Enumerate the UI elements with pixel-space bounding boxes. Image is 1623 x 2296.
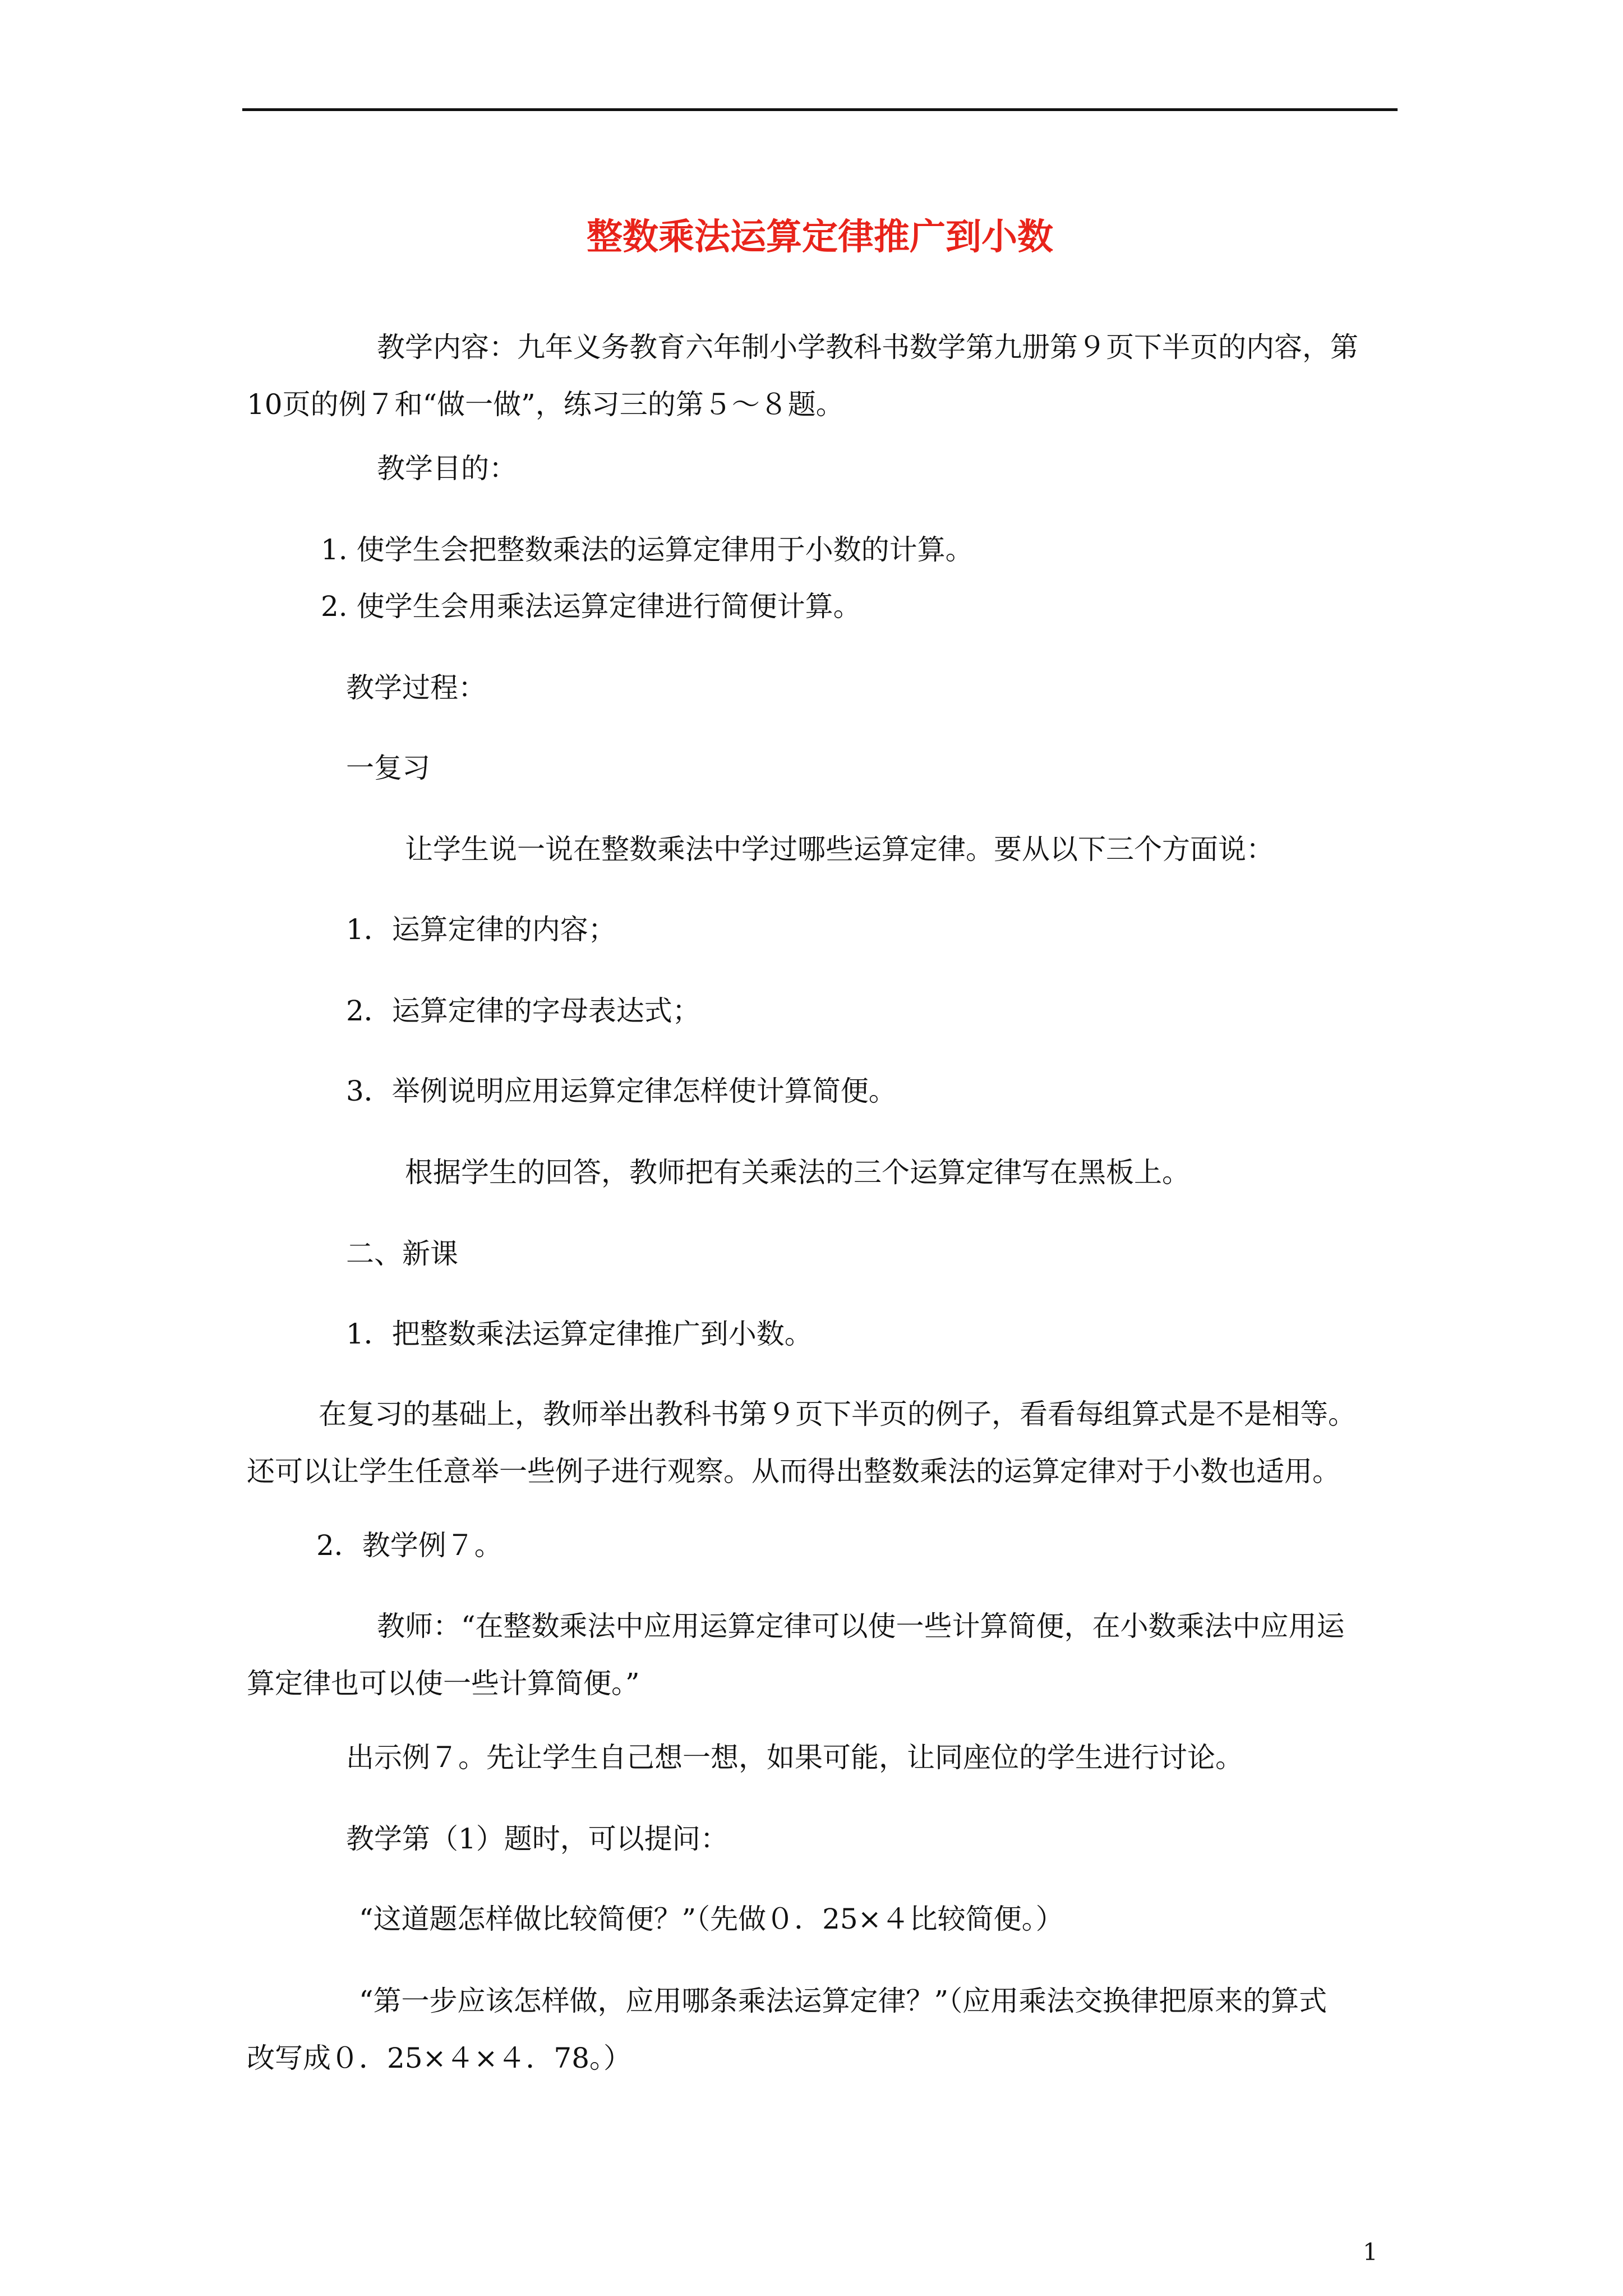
paragraph-review xyxy=(247,1386,1391,1500)
list-item: 2．教学例７。 xyxy=(316,1529,502,1562)
objective-item: 2. 使学生会用乘法运算定律进行简便计算。 xyxy=(321,590,861,623)
paragraph-line: 改写成０．25×４×４．78。） xyxy=(247,2042,632,2074)
process-heading: 教学过程： xyxy=(346,671,486,704)
objectives-heading: 教学目的： xyxy=(377,452,517,485)
paragraph-content xyxy=(247,319,1391,433)
paragraph-line: 教学内容：九年义务教育六年制小学教科书数学第九册第９页下半页的内容，第 xyxy=(377,331,1358,364)
paragraph: 根据学生的回答，教师把有关乘法的三个运算定律写在黑板上。 xyxy=(405,1156,1190,1189)
objective-item: 1. 使学生会把整数乘法的运算定律用于小数的计算。 xyxy=(321,533,974,566)
section-heading: 一复习 xyxy=(346,752,430,784)
paragraph-question xyxy=(247,1972,1391,2087)
paragraph-line: “第一步应该怎样做，应用哪条乘法运算定律？”（应用乘法交换律把原来的算式 xyxy=(359,1985,1327,2017)
paragraph: 出示例７。先让学生自己想一想，如果可能，让同座位的学生进行讨论。 xyxy=(346,1741,1243,1774)
paragraph-line: 在复习的基础上，教师举出教科书第９页下半页的例子，看看每组算式是不是相等。 xyxy=(319,1398,1356,1430)
paragraph-teacher xyxy=(247,1598,1391,1712)
page-number: 1 xyxy=(1363,2238,1378,2266)
paragraph-line: 教师：“在整数乘法中应用运算定律可以使一些计算简便，在小数乘法中应用运 xyxy=(377,1610,1345,1642)
paragraph-line: 还可以让学生任意举一些例子进行观察。从而得出整数乘法的运算定律对于小数也适用。 xyxy=(247,1455,1340,1488)
paragraph: 教学第（1）题时，可以提问： xyxy=(346,1823,728,1855)
paragraph: “这道题怎样做比较简便？”（先做０．25×４比较简便。） xyxy=(359,1903,1064,1935)
paragraph-line: 10页的例７和“做一做”，练习三的第５～８题。 xyxy=(247,388,844,421)
list-item: 1．把整数乘法运算定律推广到小数。 xyxy=(346,1318,813,1350)
document-title: 整数乘法运算定律推广到小数 xyxy=(587,216,1053,258)
list-item: 2．运算定律的字母表达式； xyxy=(346,995,700,1027)
header-rule xyxy=(242,108,1398,111)
paragraph: 让学生说一说在整数乘法中学过哪些运算定律。要从以下三个方面说： xyxy=(405,833,1274,866)
list-item: 3．举例说明应用运算定律怎样使计算简便。 xyxy=(346,1075,897,1107)
paragraph-line: 算定律也可以使一些计算简便。” xyxy=(247,1667,640,1700)
section-heading: 二、新课 xyxy=(346,1237,458,1270)
list-item: 1．运算定律的内容； xyxy=(346,913,616,946)
